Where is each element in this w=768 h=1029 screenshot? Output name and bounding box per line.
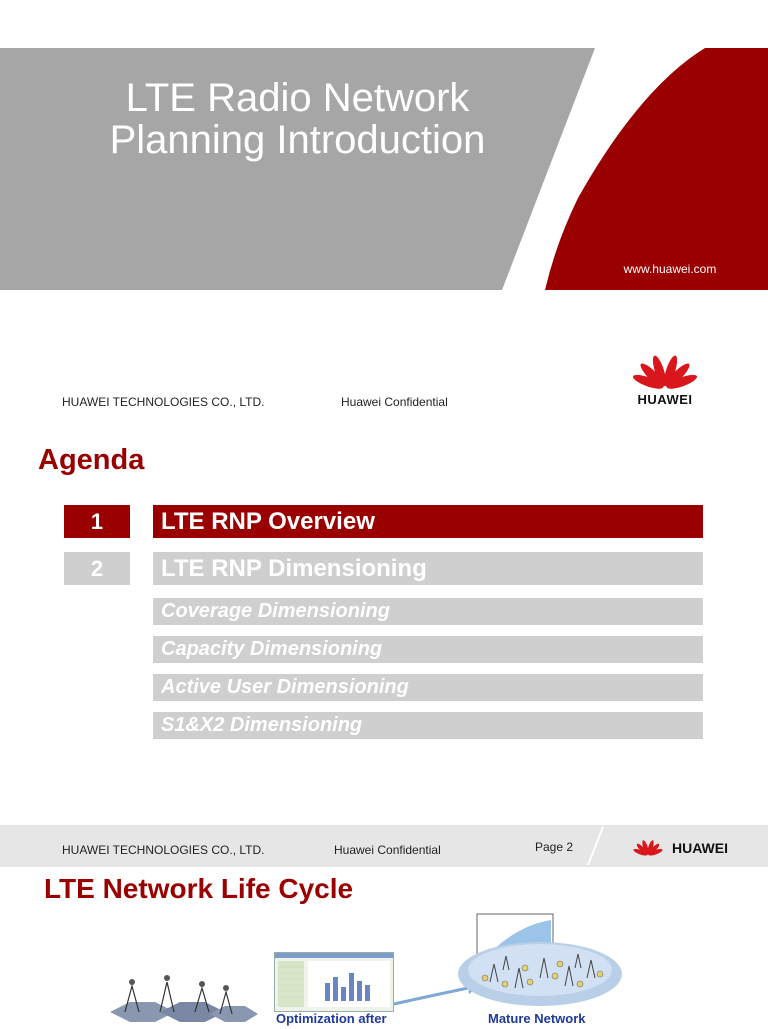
mature-network-image — [455, 912, 625, 1008]
agenda-subitem-capacity[interactable]: Capacity Dimensioning — [153, 636, 703, 663]
huawei-logo-small — [630, 836, 750, 858]
page-number: Page 2 — [535, 840, 574, 854]
slide-title-line-2: Planning Introduction — [109, 118, 486, 162]
footer-company: HUAWEI TECHNOLOGIES CO., LTD. — [62, 395, 265, 409]
agenda-subitem-coverage[interactable]: Coverage Dimensioning — [153, 598, 703, 625]
agenda-subitem-active-user[interactable]: Active User Dimensioning — [153, 674, 703, 701]
huawei-flower-small-icon — [630, 836, 666, 856]
website-url[interactable]: www.huawei.com — [623, 262, 717, 276]
agenda-number-1: 1 — [64, 505, 130, 538]
footer-company-2: HUAWEI TECHNOLOGIES CO., LTD. — [62, 843, 265, 857]
caption-mature-network: Mature Network — [488, 1011, 586, 1026]
planning-software-screenshot — [274, 952, 394, 1012]
lifecycle-title: LTE Network Life Cycle — [44, 873, 354, 904]
agenda-item-1[interactable]: LTE RNP Overview — [153, 505, 703, 538]
huawei-logo-text: HUAWEI — [637, 392, 693, 407]
caption-optimization: Optimization after — [276, 1011, 387, 1026]
agenda-number-2: 2 — [64, 552, 130, 585]
agenda-title: Agenda — [38, 444, 145, 476]
slide-title-line-1: LTE Radio Network — [125, 76, 470, 120]
huawei-logo — [628, 348, 702, 408]
huawei-flower-icon — [628, 348, 702, 390]
agenda-item-2[interactable]: LTE RNP Dimensioning — [153, 552, 703, 585]
agenda-subitem-s1x2[interactable]: S1&X2 Dimensioning — [153, 712, 703, 739]
footer-confidential: Huawei Confidential — [341, 395, 448, 409]
huawei-logo-small-text: HUAWEI — [672, 840, 728, 856]
footer-confidential-2: Huawei Confidential — [334, 843, 441, 857]
base-station-cluster-image — [100, 972, 260, 1024]
